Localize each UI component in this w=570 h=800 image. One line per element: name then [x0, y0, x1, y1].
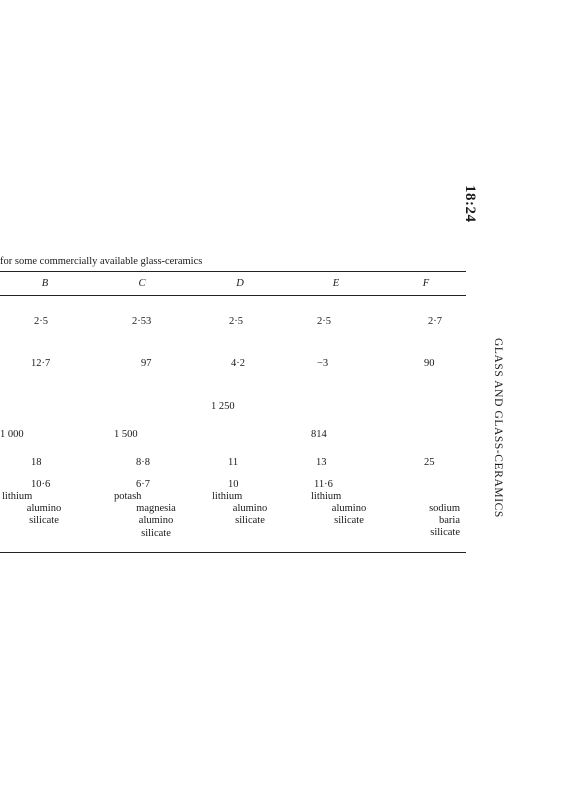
composition-line: potash — [114, 491, 142, 502]
table-cell: 2·5 — [229, 316, 243, 327]
table-cell: 1 250 — [211, 401, 235, 412]
table-rule-top — [0, 271, 466, 272]
table-cell: 2·5 — [34, 316, 48, 327]
composition-line: silicate — [334, 515, 364, 527]
table-rule-header — [0, 295, 466, 296]
table-caption: for some commercially available glass-ceramics — [0, 256, 203, 267]
column-header-c: C — [138, 278, 146, 289]
composition-line: lithium — [212, 491, 243, 502]
table-cell: 12·7 — [31, 358, 51, 369]
table-cell: 90 — [424, 358, 435, 369]
page-number: 18:24 — [462, 185, 478, 223]
table-cell: 10 — [228, 479, 239, 490]
composition-line: alumino — [331, 503, 367, 515]
table-cell: 4·2 — [231, 358, 245, 369]
table-cell: 10·6 — [31, 479, 51, 490]
composition-line: lithium — [311, 491, 342, 502]
composition-cell-c — [112, 491, 200, 540]
composition-cell-e — [309, 491, 389, 528]
table-cell: 13 — [316, 457, 327, 468]
table-cell: 97 — [141, 358, 152, 369]
composition-line: silicate — [29, 515, 59, 527]
table-cell: 18 — [31, 457, 42, 468]
table-cell: 1 000 — [0, 429, 24, 440]
table-cell: 11 — [228, 457, 239, 468]
composition-line: alumino — [138, 515, 174, 527]
composition-line: baria — [439, 515, 460, 527]
table-cell: 11·6 — [314, 479, 333, 490]
composition-cell-f — [398, 491, 460, 540]
table-cell: 25 — [424, 457, 435, 468]
composition-line: silicate — [235, 515, 265, 527]
table-rule-bottom — [0, 552, 466, 553]
composition-line: lithium — [2, 491, 33, 502]
table-cell: 6·7 — [136, 479, 150, 490]
table-cell: 2·5 — [317, 316, 331, 327]
composition-cell-d — [210, 491, 290, 528]
composition-cell-b — [0, 491, 88, 528]
table-cell: 2·7 — [428, 316, 442, 327]
table-cell: −3 — [317, 358, 329, 369]
column-header-f: F — [422, 278, 430, 289]
composition-line: alumino — [26, 503, 62, 515]
running-head: GLASS AND GLASS-CERAMICS — [492, 338, 504, 518]
composition-line: alumino — [232, 503, 268, 515]
table-cell: 1 500 — [114, 429, 138, 440]
table-cell: 8·8 — [136, 457, 150, 468]
column-header-b: B — [41, 278, 49, 289]
column-header-e: E — [332, 278, 340, 289]
composition-line: sodium — [429, 503, 460, 514]
composition-line: magnesia — [136, 503, 176, 515]
column-header-d: D — [236, 278, 244, 289]
composition-line: silicate — [430, 527, 460, 539]
composition-line: silicate — [141, 527, 171, 539]
table-cell: 2·53 — [132, 316, 152, 327]
table-cell: 814 — [311, 429, 327, 440]
